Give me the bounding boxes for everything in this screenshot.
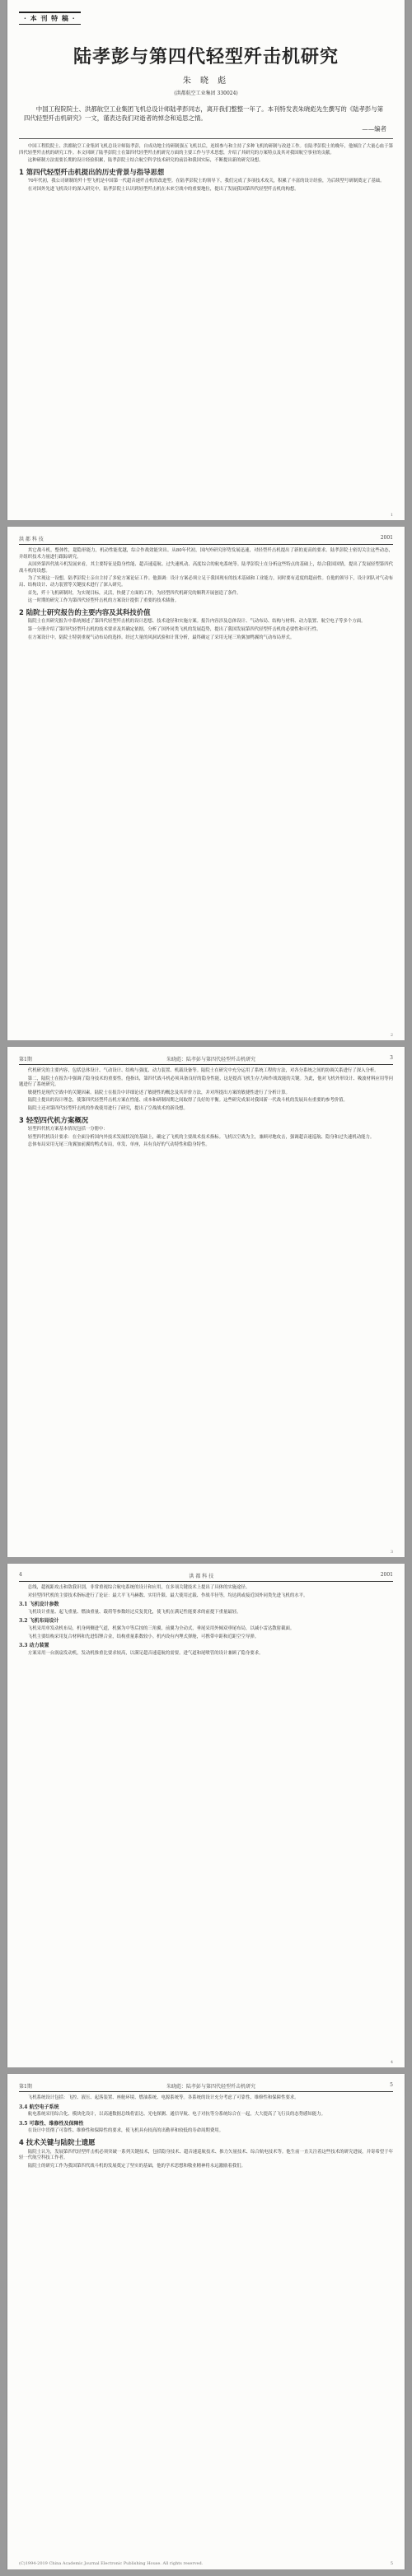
paragraph: 飞机系统设计包括：飞控、液压、起落装置、座舱环境、燃油系统、电源系统等。各系统的设计充分考虑了可靠性、维修性和保障性要求。 xyxy=(27,2095,299,2100)
body-text xyxy=(19,1068,393,1149)
paragraph: 从国外第四代战斗机发展来看，其主要特征是隐身性能、超音速巡航、过失速机动、高度综合的航电系统等。陆孝彭院士在分析这些特点的基础上，结合我国国情，提出了发展轻型第四代战斗机的设想。 xyxy=(19,562,393,574)
running-head-article: 朱晓彪：陆孝彭与第四代轻型歼击机研究 xyxy=(166,2084,255,2090)
paragraph: 在对国外先进飞机设计的深入研究中，陆孝彭院士认识到轻型歼击机在未来空战中的重要地位，提出了发展我国第四代轻型歼击机的构想。 xyxy=(27,186,299,192)
editor-note: 中国工程院院士、洪都航空工业集团飞机总设计师陆孝彭同志，离开我们整整一年了。本刊特发表朱晓彪先生撰写的《陆孝彭与第四代轻型歼击机研究》一文，谨表达我们对逝者的悼念和追思之情。 xyxy=(24,105,384,122)
section-heading: 3 轻型四代机方案概况 xyxy=(19,1115,89,1124)
author-affiliation: (洪都航空工业集团 330024) xyxy=(174,91,238,96)
section-heading: 4 技术关键与陆院士遗愿 xyxy=(19,2137,96,2146)
running-head-journal: 洪 都 科 技 xyxy=(189,1574,214,1579)
subsection-heading: 3.5 可靠性、维修性及保障性 xyxy=(19,2120,84,2127)
paragraph: 总体布局采用无尾三角翼加前翼的鸭式布局，单发、单座，具有良好的气动特性和隐身特性。 xyxy=(27,1142,210,1148)
paragraph: 总线，超视距攻击和敌我识别，非常重视综合航电系统的设计和应用，在多项关键技术上提出了具体的实施途径。 xyxy=(27,1585,250,1590)
running-head xyxy=(19,2082,393,2092)
paragraph: 陆院士提出的设计理念，使第四代轻型歼击机方案在性能、成本和研制周期之间取得了良好的平衡。这些研究成果对我国新一代战斗机的发展具有重要的参考价值。 xyxy=(27,1098,348,1104)
running-head-page: 3 xyxy=(390,1055,393,1061)
column-tag: · 本 刊 特 稿 · xyxy=(19,12,81,25)
running-head-page: 5 xyxy=(390,2082,393,2088)
paragraph: 在设计中贯彻了可靠性、维修性和保障性的要求，使飞机具有较高的出勤率和较低的寿命周期费用。 xyxy=(27,2128,223,2134)
paragraph: 陆院士认为，发展第四代轻型歼击机必须突破一系列关键技术，包括隐身技术、超音速巡航技术、推力矢量技术、综合航电技术等。他生前一直关注着这些技术的研究进展，并寄希望于年轻一代航空科技工作者。 xyxy=(19,2149,393,2161)
page-number: 3 xyxy=(390,1550,393,1555)
paragraph: 飞机设计重量、起飞重量、燃油重量、载荷等参数经过反复优化，使飞机在满足性能要求的前提下重量最轻。 xyxy=(27,1609,241,1615)
paragraph: 敏捷性是现代空战中的关键因素。陆院士在报告中详细论述了敏捷性的概念及其评价方法，并对所提出方案的敏捷性进行了分析计算。 xyxy=(27,1090,290,1095)
running-head-year: 2001 xyxy=(380,1572,393,1578)
body-text xyxy=(19,1585,393,1657)
body-text xyxy=(19,548,393,641)
divider xyxy=(19,138,393,139)
page-5 xyxy=(7,2074,405,2569)
page-2 xyxy=(7,527,405,1040)
paragraph: 这一时期的研究工作为第四代轻型歼击机的方案设计提供了重要的技术储备。 xyxy=(27,598,180,604)
article-title: 陆孝彭与第四代轻型歼击机研究 xyxy=(73,46,339,67)
author-name: 朱 晓 彪 xyxy=(182,77,230,86)
page-1 xyxy=(7,0,405,520)
running-head xyxy=(19,1572,393,1582)
page-4 xyxy=(7,1564,405,2067)
paragraph: 70年代初，我公司研制的歼十型飞机是中国第一代超音速歼击机的改进型。在陆孝彭院士的领导下，我们完成了多项技术攻关，积累了丰富的设计经验，为后续型号研制奠定了基础。 xyxy=(27,179,385,184)
copyright-text: (C)1994-2019 China Academic Journal Electronic Publishing House. All rights reserved. xyxy=(19,2561,204,2566)
running-head-year: 2001 xyxy=(380,535,393,541)
paragraph: 方案采用一台涡扇发动机，发动机推重比要求较高，以满足超音速巡航的需要。进气道和尾喷管的设计兼顾了隐身要求。 xyxy=(27,1650,264,1656)
paragraph: 这种研制方法需要长期的设计经验积累，陆孝彭院士结合航空科学技术研究的前沿和我国实际，不断提出新的研究设想。 xyxy=(27,158,264,164)
page-number: 2 xyxy=(390,1033,393,1038)
section-heading: 1 第四代轻型歼击机提出的历史背景与指导思想 xyxy=(19,167,165,176)
paragraph: 飞机主要结构采用复合材料和先进铝锂合金，结构重量系数较小。机内设有内埋式弹舱，可携带中距和近距空空导弹。 xyxy=(27,1634,260,1639)
paragraph: 航电系统采用综合化、模块化设计，以高速数据总线将雷达、光电探测、通信导航、电子对抗等分系统综合在一起，大大提高了飞行员的态势感知能力。 xyxy=(27,2112,325,2118)
subsection-heading: 3.3 动力装置 xyxy=(19,1643,49,1649)
page-number: 1 xyxy=(390,513,393,518)
running-head-journal: 洪 都 科 技 xyxy=(19,537,44,542)
section-heading: 2 陆院士研究报告的主要内容及其科技价值 xyxy=(19,607,151,616)
abstract-paragraph: 中国工程院院士、洪都航空工业集团飞机总设计师陆孝彭，自成功地主持研制强五飞机以后，连续参与和主持了多种飞机的研制与改进工作。在陆孝彭院士的晚年，他倾注了大量心血于第四代轻型歼击机的研究工作。本文回顾了陆孝彭院士在第四代轻型歼击机研究方面的主要工作与学术思想，介绍了其研究的方案特点及其对我国航空事业的贡献。 xyxy=(19,144,393,156)
subsection-heading: 3.1 飞机设计参数 xyxy=(19,1602,59,1608)
paragraph: 为了实现这一设想，陆孝彭院士亲自主持了多轮方案论证工作。他强调：设计方案必须立足于我国现有的技术基础和工业能力，同时要有适度的超前性。在他的领导下，设计团队对气动布局、结构设计、动力装置等关键技术进行了深入研究。 xyxy=(19,576,393,588)
running-head-issue: 第1期 xyxy=(19,2084,32,2090)
body-text xyxy=(19,144,393,193)
paragraph: 第二，陆院士在报告中强调了隐身技术的重要性。他指出，第四代战斗机必须具备良好的隐身性能，这是提高飞机生存力和作战效能的关键。为此，他对飞机外形设计、吸波材料应用等问题进行了系统研究。 xyxy=(19,1076,393,1088)
running-head-page: 4 xyxy=(19,1572,22,1578)
paragraph: 陆院士的研究工作为我国第四代战斗机的发展奠定了坚实的基础，他的学术思想和敬业精神将永远激励着我们。 xyxy=(27,2163,246,2169)
paragraph: 轻型四代机设计要求：在全面分析国内外技术发展状况的基础上，确定了飞机的主要战术技术指标。飞机以空战为主，兼顾对地攻击，强调超音速巡航、隐身和过失速机动能力。 xyxy=(27,1134,375,1140)
paragraph: 第一分册介绍了第四代轻型歼击机的技术要求及其确定依据，分析了国外同类飞机的发展趋势，提出了我国发展第四代轻型歼击机的必要性和可行性。 xyxy=(27,626,321,632)
page-number: 5 xyxy=(390,2561,393,2566)
paragraph: 陆院士在其研究报告中系统阐述了第四代轻型歼击机的设计思想、技术途径和实施方案。报告内容涉及总体设计、气动布局、结构与材料、动力装置、航空电子等多个方面。 xyxy=(27,619,366,625)
page-number: 4 xyxy=(390,2060,393,2065)
subsection-heading: 3.4 航空电子系统 xyxy=(19,2104,59,2110)
copyright-footer xyxy=(19,2561,393,2566)
editor-signature: ——编者 xyxy=(362,125,386,133)
paragraph: 陆院士还对第四代轻型歼击机的作战使用进行了研究，提出了空战战术的新设想。 xyxy=(27,1105,188,1111)
body-text xyxy=(19,2095,393,2169)
paragraph: 首先，歼十飞机研制时，为实现目标，灵活，快捷了方面的工作，为轻型四代机研究的顺利开展创造了条件。 xyxy=(27,590,241,596)
paragraph: 代机研究的主要内容，包括总体设计、气动设计、结构与强度、动力装置、机载设备等。陆院士在研究中充分运用了系统工程的方法，对各分系统之间的协调关系进行了深入分析。 xyxy=(27,1068,379,1073)
paragraph: 对轻型四代机的主要技术指标进行了论证：最大平飞马赫数、实用升限、最大使用过载、作战半径等，均达到或接近国外同类先进飞机的水平。 xyxy=(27,1593,308,1598)
running-head-article: 朱晓彪：陆孝彭与第四代轻型歼击机研究 xyxy=(166,1057,255,1062)
paragraph: 飞机采用单发动机布局，机身两侧进气道，机翼为中等后掠的三角翼，前翼为全动式，垂尾采用外倾双垂尾布局，以减小雷达散射截面。 xyxy=(27,1625,295,1631)
running-head xyxy=(19,535,393,545)
page-3 xyxy=(7,1047,405,1557)
running-head-issue: 第1期 xyxy=(19,1057,32,1062)
running-head xyxy=(19,1055,393,1065)
paragraph: 其它战斗机，整体性，超隐形能力，机动性能优越，综合作战效能突出。从80年代初，国内外研究形势发展迅速，对轻型歼击机提出了新的更高的要求。陆孝彭院士密切关注这些动态，并组织技术力量进行跟踪研究。 xyxy=(19,548,393,560)
subsection-heading: 3.2 飞机布局设计 xyxy=(19,1618,59,1625)
paragraph: 在方案设计中，陆院士特别重视气动布局的选择。经过大量的风洞试验和计算分析，最终确定了采用无尾三角翼加鸭翼的气动布局形式。 xyxy=(27,635,295,640)
paragraph: 轻型四代机方案基本情况包括一分册中： xyxy=(27,1127,108,1132)
